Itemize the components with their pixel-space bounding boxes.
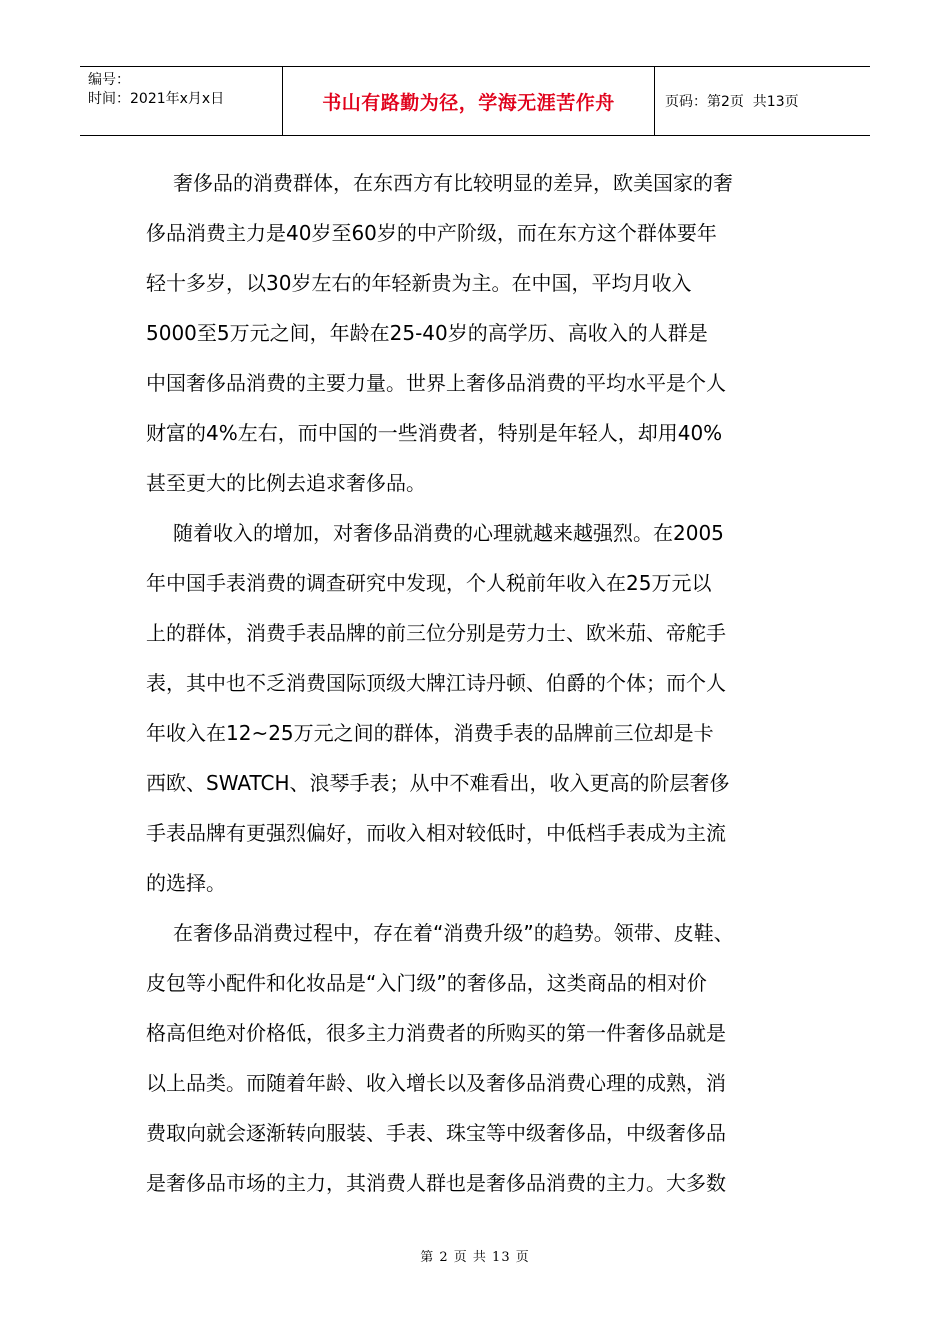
text-line: 甚至更大的比例去追求奢侈品。 — [146, 471, 426, 495]
text-line: 皮包等小配件和化妆品是“入门级”的奢侈品，这类商品的相对价 — [146, 971, 707, 995]
text-line: 奢侈品的消费群体，在东西方有比较明显的差异，欧美国家的奢 — [173, 171, 733, 195]
text-line: 轻十多岁，以30岁左右的年轻新贵为主。在中国，平均月收入 — [146, 271, 692, 295]
header-motto-cell — [283, 67, 655, 135]
document-number-label: 编号： — [88, 72, 130, 88]
header-meta — [80, 67, 283, 135]
text-line: 在奢侈品消费过程中，存在着“消费升级”的趋势。领带、皮鞋、 — [173, 921, 734, 945]
text-line: 格高但绝对价格低，很多主力消费者的所购买的第一件奢侈品就是 — [146, 1021, 726, 1045]
text-line: 侈品消费主力是40岁至60岁的中产阶级，而在东方这个群体要年 — [146, 221, 717, 245]
header-page-cell — [655, 67, 870, 135]
header-page-info: 页码：第2页 共13页 — [665, 94, 799, 110]
page-footer: 第 2 页 共 13 页 — [420, 1250, 530, 1265]
text-line: 5000至5万元之间，年龄在25-40岁的高学历、高收入的人群是 — [146, 321, 708, 345]
text-line: 表，其中也不乏消费国际顶级大牌江诗丹顿、伯爵的个体；而个人 — [146, 671, 726, 695]
text-line: 以上品类。而随着年龄、收入增长以及奢侈品消费心理的成熟，消 — [146, 1071, 726, 1095]
text-line: 年中国手表消费的调查研究中发现，个人税前年收入在25万元以 — [146, 571, 712, 595]
text-line: 中国奢侈品消费的主要力量。世界上奢侈品消费的平均水平是个人 — [146, 371, 726, 395]
header-motto: 书山有路勤为径，学海无涯苦作舟 — [322, 91, 615, 114]
text-line: 财富的4%左右，而中国的一些消费者，特别是年轻人，却用40% — [146, 421, 723, 445]
text-line: 随着收入的增加，对奢侈品消费的心理就越来越强烈。在2005 — [173, 521, 724, 545]
body-text — [146, 158, 826, 1208]
text-line: 的选择。 — [146, 871, 226, 895]
text-line: 手表品牌有更强烈偏好，而收入相对较低时，中低档手表成为主流 — [146, 821, 726, 845]
page-header — [80, 66, 870, 136]
text-line: 费取向就会逐渐转向服装、手表、珠宝等中级奢侈品，中级奢侈品 — [146, 1121, 726, 1145]
text-line: 是奢侈品市场的主力，其消费人群也是奢侈品消费的主力。大多数 — [146, 1171, 726, 1195]
document-time-label: 时间：2021年x月x日 — [88, 91, 225, 107]
text-line: 上的群体，消费手表品牌的前三位分别是劳力士、欧米茄、帝舵手 — [146, 621, 726, 645]
text-line: 西欧、SWATCH、浪琴手表；从中不难看出，收入更高的阶层奢侈 — [146, 771, 730, 795]
text-line: 年收入在12~25万元之间的群体，消费手表的品牌前三位却是卡 — [146, 721, 714, 745]
